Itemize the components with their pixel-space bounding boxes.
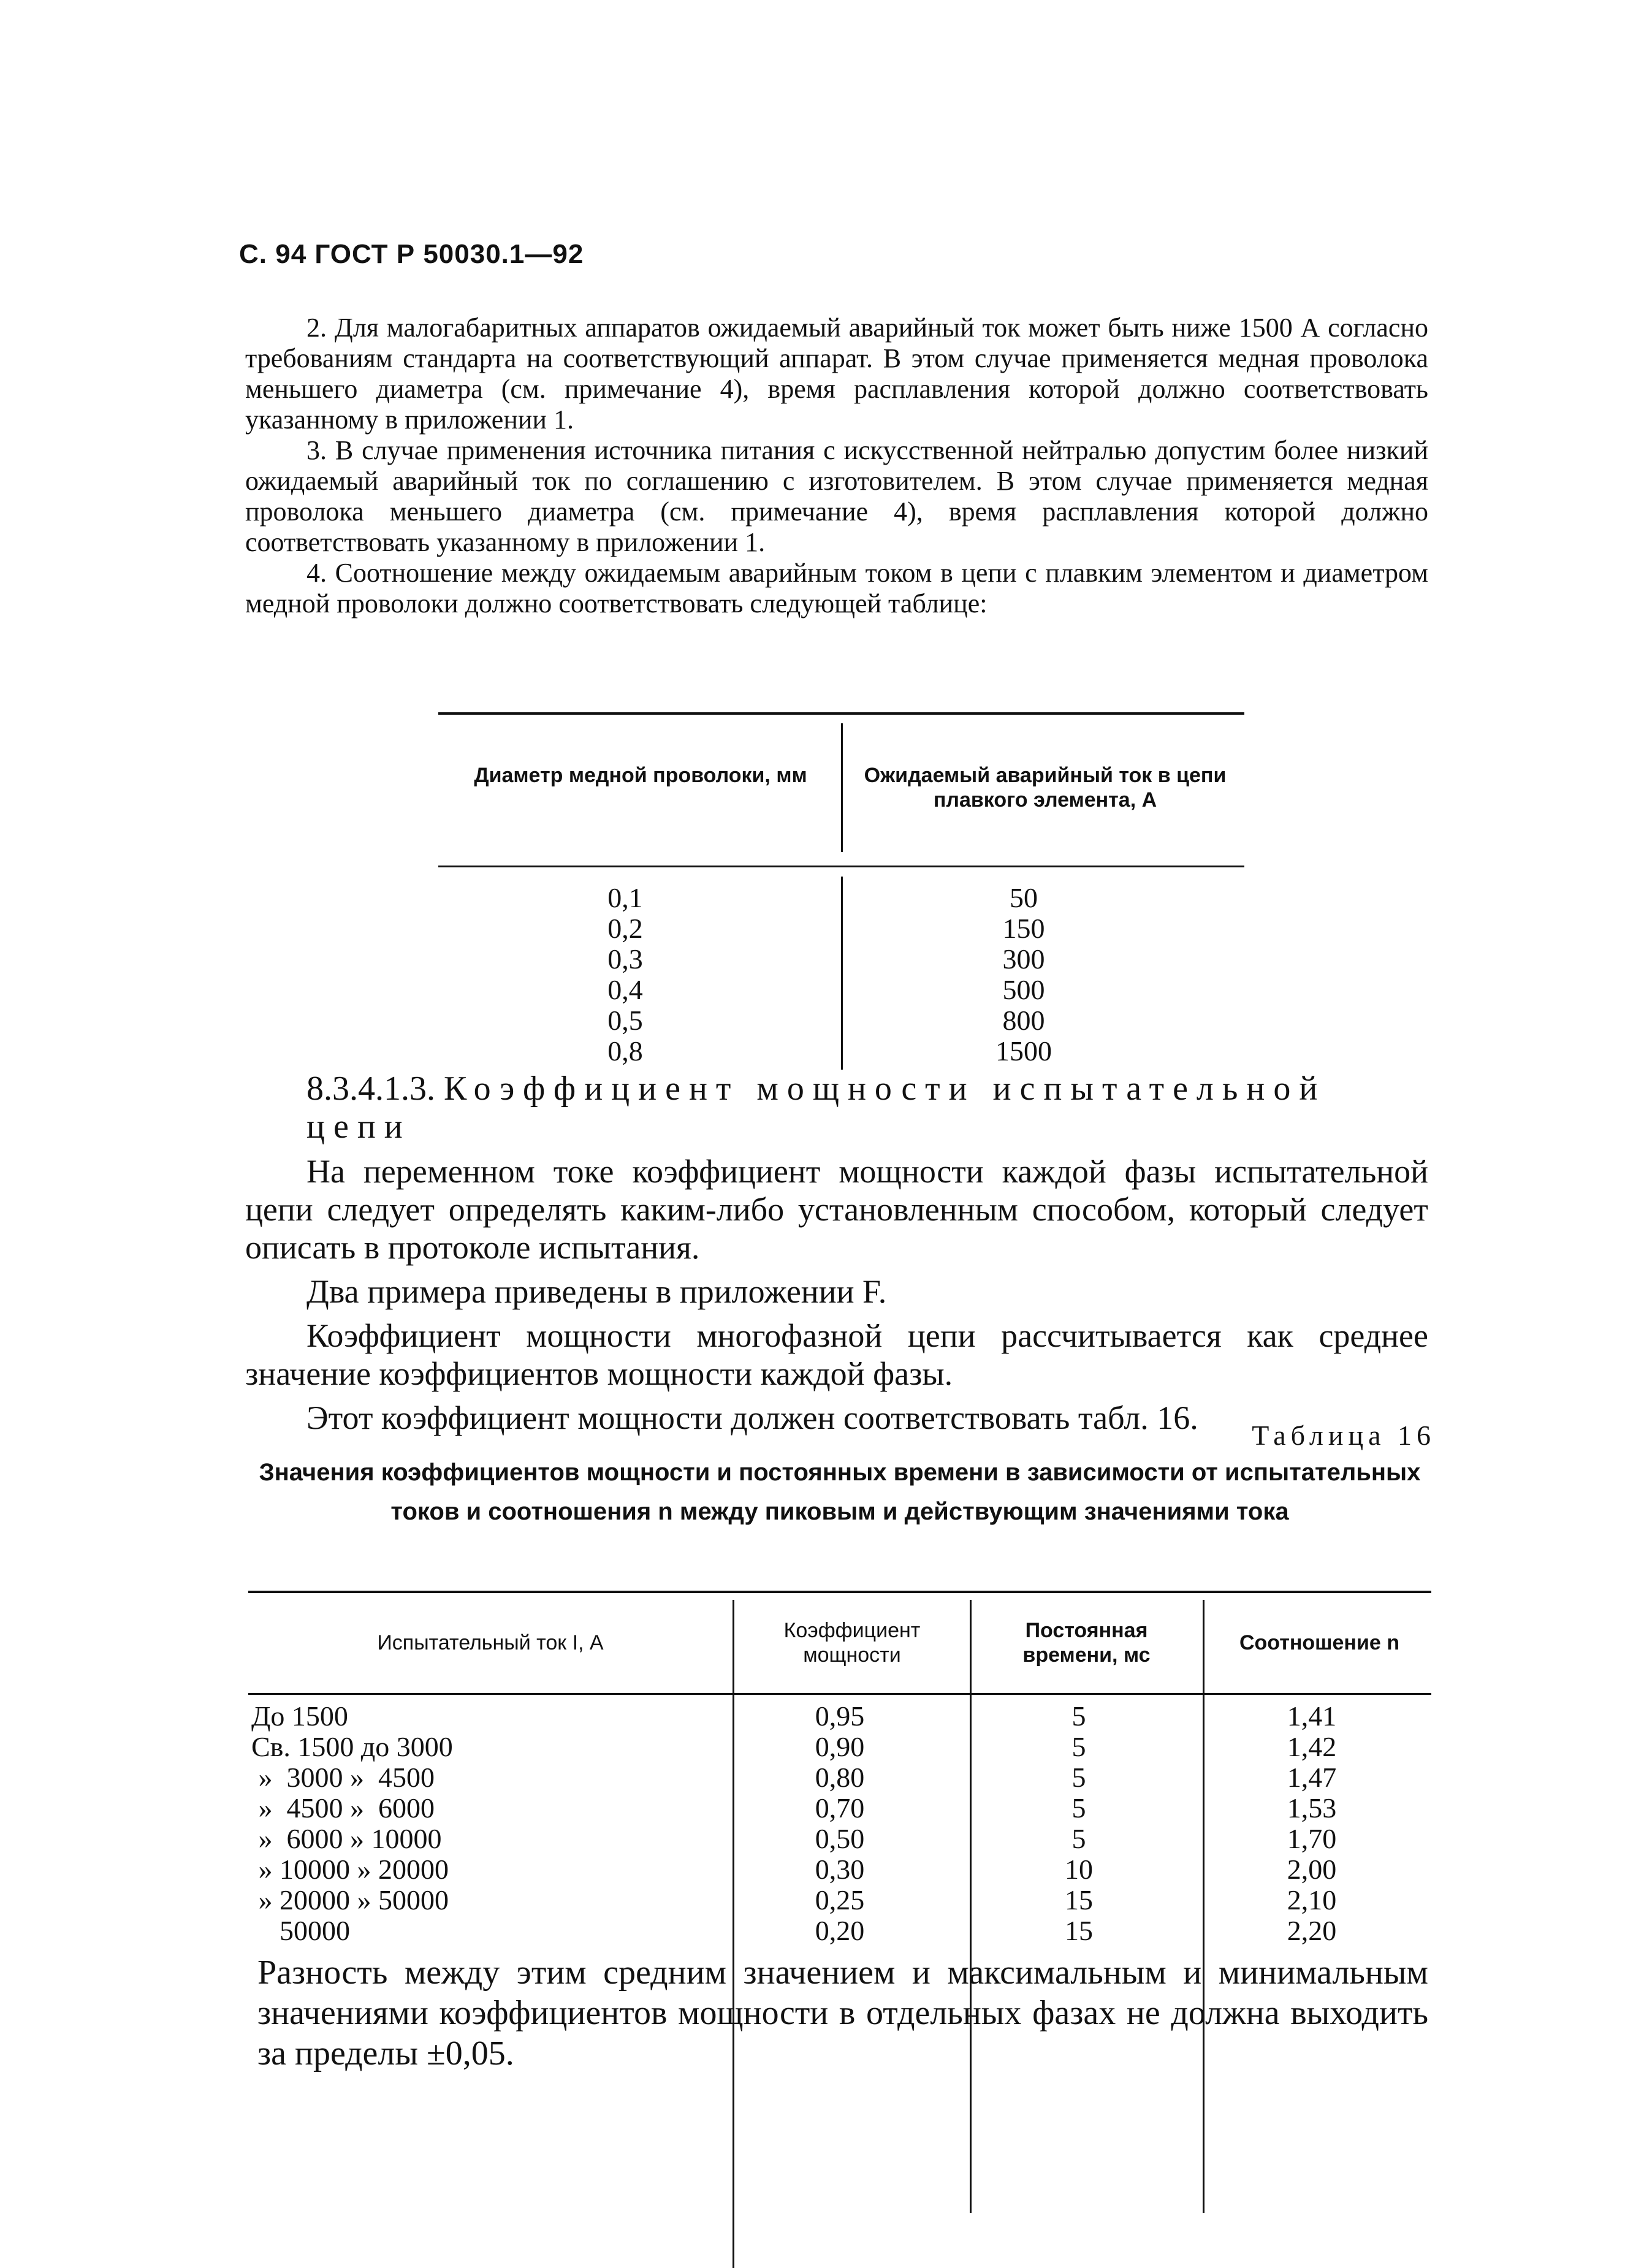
notes-block [245, 313, 1428, 619]
table16-header-ratio: Соотношение n [1239, 1631, 1399, 1654]
wire-table-header-divider [841, 723, 843, 852]
ratio-cell: 2,10 [1287, 1884, 1337, 1916]
table16-number: Таблица 16 [1252, 1420, 1436, 1451]
section-number: 8.3.4.1.3. [306, 1070, 435, 1108]
power-factor-cell: 0,95 [815, 1700, 865, 1732]
time-constant-cell: 15 [1065, 1884, 1093, 1916]
final-paragraph: Разность между этим средним значением и максимальным и минимальным значениями коэффициентов мощности в отдельных фазах не должна выходить за пределы ±0,05. [257, 1954, 1428, 2072]
table16-title: Значения коэффициентов мощности и постоянных времени в зависимости от испытательных токов и соотношения n между пиковым и действующим значениями тока [259, 1459, 1421, 1525]
power-factor-cell: 0,20 [815, 1915, 865, 1946]
diameter-cell: 0,5 [607, 1005, 643, 1036]
current-cell: 300 [1002, 943, 1045, 975]
time-constant-cell: 5 [1071, 1792, 1086, 1824]
current-cell: 150 [1002, 913, 1045, 944]
wire-table-current-column [950, 883, 1097, 1067]
ratio-cell: 1,70 [1287, 1823, 1337, 1854]
diameter-cell: 0,3 [607, 943, 643, 975]
current-range-cell: До 1500 [251, 1700, 348, 1732]
table16-divider-2 [970, 1600, 972, 2213]
ratio-cell: 1,53 [1287, 1792, 1337, 1824]
table16-top-rule [248, 1591, 1431, 1593]
wire-table-diameter-column [552, 883, 699, 1067]
current-cell: 500 [1002, 974, 1045, 1005]
power-factor-cell: 0,80 [815, 1762, 865, 1793]
time-constant-cell: 5 [1071, 1823, 1086, 1854]
section-paragraph: Коэффициент мощности многофазной цепи рассчитывается как среднее значение коэффициентов мощности каждой фазы. [245, 1317, 1428, 1392]
section-paragraph: На переменном токе коэффициент мощности каждой фазы испытательной цепи следует определять каким-либо установленным способом, который следует описать в протоколе испытания. [245, 1153, 1428, 1266]
ratio-cell: 2,00 [1287, 1854, 1337, 1885]
ratio-cell: 1,42 [1287, 1731, 1337, 1762]
section-title: Коэффициент мощности испытательной цепи [306, 1070, 1326, 1146]
section-body [245, 1152, 1428, 1443]
wire-table-body-divider [841, 877, 843, 1070]
table16-header-power-factor: Коэффициент мощности [783, 1619, 921, 1667]
table16-header-rule [248, 1693, 1431, 1695]
table16-time-constant-column [1005, 1701, 1152, 1946]
table16-divider-3 [1203, 1600, 1204, 2213]
time-constant-cell: 15 [1065, 1915, 1093, 1946]
current-cell: 800 [1002, 1005, 1045, 1036]
power-factor-cell: 0,25 [815, 1884, 865, 1916]
time-constant-cell: 5 [1071, 1700, 1086, 1732]
current-cell: 50 [1010, 882, 1038, 913]
current-range-cell: » 4500 » 6000 [251, 1792, 435, 1824]
wire-table-header-rule [438, 866, 1244, 867]
diameter-cell: 0,8 [607, 1035, 643, 1067]
wire-table-header-current: Ожидаемый аварийный ток в цепи плавкого элемента, А [864, 764, 1227, 812]
table16-ratio-column [1238, 1701, 1385, 1946]
wire-table-header-diameter: Диаметр медной проволоки, мм [474, 764, 807, 787]
section-heading [306, 1070, 1428, 1146]
wire-table-top-rule [438, 712, 1244, 715]
diameter-cell: 0,2 [607, 913, 643, 944]
time-constant-cell: 5 [1071, 1731, 1086, 1762]
section-paragraph: Этот коэффициент мощности должен соответствовать табл. 16. [306, 1399, 1198, 1436]
note-3: 3. В случае применения источника питания с искусственной нейтралью допустим более низкий ожидаемый аварийный ток по соглашению с изготовителем. В этом случае применяется медная проволока меньшего диаметра (см. примечание 4), время расплавления которой должно соответствовать указанному в приложении 1. [245, 435, 1428, 557]
current-range-cell: 50000 [251, 1915, 350, 1946]
note-4: 4. Соотношение между ожидаемым аварийным током в цепи с плавким элементом и диаметром медной проволоки должно соответствовать следующей таблице: [245, 558, 1428, 618]
table16-divider-1 [733, 1600, 734, 2268]
table16-current-column [251, 1701, 453, 1946]
time-constant-cell: 10 [1065, 1854, 1093, 1885]
current-range-cell: » 3000 » 4500 [251, 1762, 435, 1793]
current-range-cell: » 20000 » 50000 [251, 1884, 449, 1916]
time-constant-cell: 5 [1071, 1762, 1086, 1793]
table16-power-factor-column [766, 1701, 913, 1946]
current-range-cell: Св. 1500 до 3000 [251, 1731, 453, 1762]
ratio-cell: 1,41 [1287, 1700, 1337, 1732]
current-range-cell: » 10000 » 20000 [251, 1854, 449, 1885]
ratio-cell: 2,20 [1287, 1915, 1337, 1946]
table16-header-time-constant: Постоянная времени, мс [1022, 1619, 1151, 1667]
current-cell: 1500 [995, 1035, 1052, 1067]
table16-header-current: Испытательный ток I, А [377, 1631, 604, 1654]
power-factor-cell: 0,90 [815, 1731, 865, 1762]
diameter-cell: 0,1 [607, 882, 643, 913]
note-2: 2. Для малогабаритных аппаратов ожидаемый аварийный ток может быть ниже 1500 А согласно требованиям стандарта на соответствующий аппарат. В этом случае применяется медная проволока меньшего диаметра (см. примечание 4), время расплавления которой должно соответствовать указанному в приложении 1. [245, 313, 1428, 435]
section-paragraph: Два примера приведены в приложении F. [306, 1273, 887, 1310]
power-factor-cell: 0,70 [815, 1792, 865, 1824]
diameter-cell: 0,4 [607, 974, 643, 1005]
power-factor-cell: 0,30 [815, 1854, 865, 1885]
current-range-cell: » 6000 » 10000 [251, 1823, 442, 1854]
power-factor-cell: 0,50 [815, 1823, 865, 1854]
page-header: С. 94 ГОСТ Р 50030.1—92 [239, 239, 584, 269]
ratio-cell: 1,47 [1287, 1762, 1337, 1793]
